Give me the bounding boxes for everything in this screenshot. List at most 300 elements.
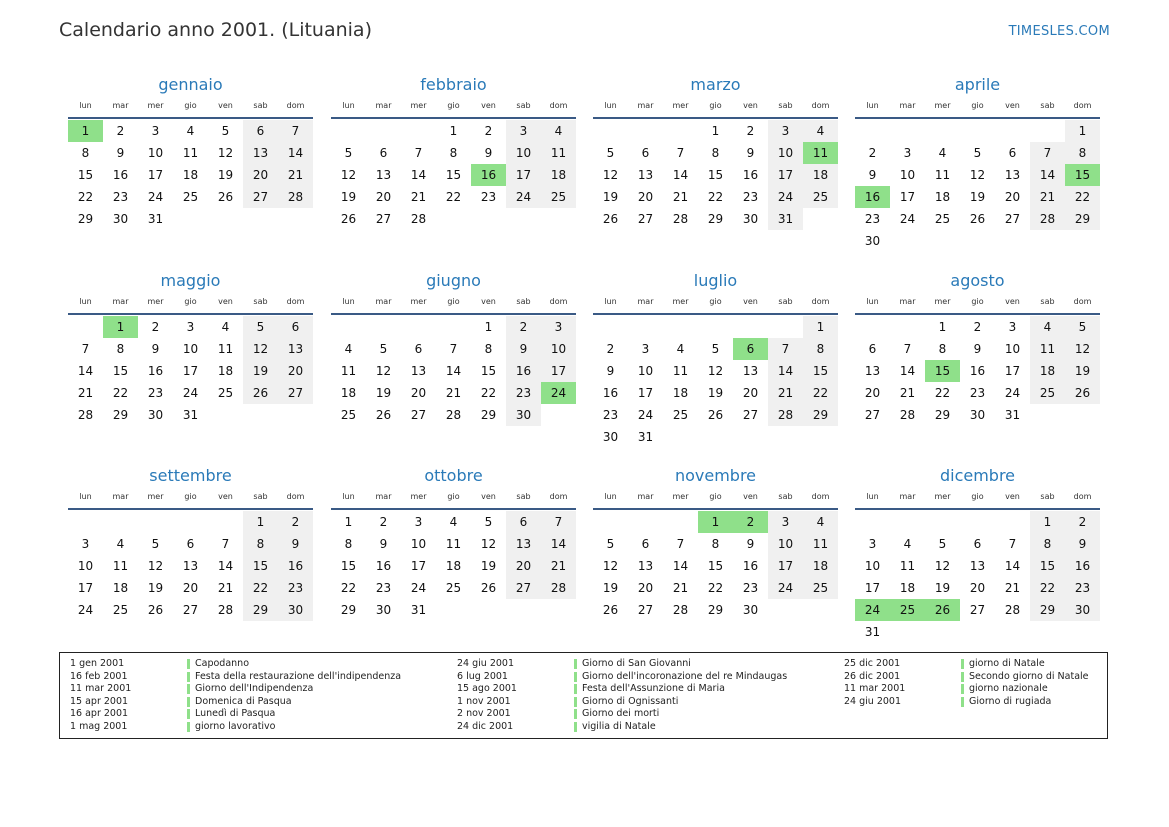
day-cell: 26 bbox=[147, 603, 164, 617]
day-cell: 10 bbox=[1004, 342, 1021, 356]
day-cell: 12 bbox=[147, 559, 164, 573]
weekday-header bbox=[593, 489, 838, 505]
day-cell: 15 bbox=[77, 168, 94, 182]
holiday-color-marker bbox=[187, 722, 190, 732]
weekday-label: mar bbox=[112, 101, 129, 110]
day-cell: 7 bbox=[676, 146, 685, 160]
day-cell: 26 bbox=[375, 408, 392, 422]
day-cell: 22 bbox=[934, 386, 951, 400]
day-cell: 6 bbox=[973, 537, 982, 551]
holiday-color-marker bbox=[961, 697, 964, 707]
day-cell: 31 bbox=[1004, 408, 1021, 422]
day-cell: 9 bbox=[278, 533, 313, 555]
day-cell: 12 bbox=[340, 168, 357, 182]
day-cell: 22 bbox=[243, 577, 278, 599]
day-cell: 22 bbox=[445, 190, 462, 204]
day-cell: 30 bbox=[742, 603, 759, 617]
day-cell: 13 bbox=[637, 168, 654, 182]
day-cell: 26 bbox=[243, 382, 278, 404]
holiday-name: Giorno dell'Indipendenza bbox=[195, 683, 314, 695]
holiday-day-cell: 16 bbox=[471, 164, 506, 186]
header-divider bbox=[855, 313, 1100, 315]
day-grid bbox=[593, 511, 838, 621]
day-cell: 24 bbox=[506, 186, 541, 208]
weekday-label: mer bbox=[672, 101, 689, 110]
day-cell: 9 bbox=[746, 146, 755, 160]
weekday-label: dom bbox=[286, 101, 305, 110]
empty-cell bbox=[995, 120, 1030, 142]
weekday-label: ven bbox=[218, 492, 233, 501]
weekday-label: dom bbox=[1073, 297, 1092, 306]
weekday-label: lun bbox=[342, 297, 355, 306]
holiday-day-cell: 11 bbox=[803, 142, 838, 164]
weekday-label: gio bbox=[709, 297, 722, 306]
weekday-label: mar bbox=[637, 297, 654, 306]
day-cell: 18 bbox=[541, 164, 576, 186]
day-cell: 16 bbox=[969, 364, 986, 378]
day-cell: 22 bbox=[803, 382, 838, 404]
day-cell: 16 bbox=[278, 555, 313, 577]
empty-cell bbox=[855, 120, 890, 142]
holiday-day-cell: 15 bbox=[1065, 164, 1100, 186]
day-cell: 31 bbox=[768, 208, 803, 230]
day-grid bbox=[68, 316, 313, 426]
month-name: febbraio bbox=[420, 75, 487, 94]
day-cell: 18 bbox=[340, 386, 357, 400]
day-cell: 8 bbox=[116, 342, 125, 356]
empty-cell bbox=[855, 316, 890, 338]
day-cell: 12 bbox=[1065, 338, 1100, 360]
weekday-header bbox=[855, 98, 1100, 114]
day-cell: 17 bbox=[768, 164, 803, 186]
empty-cell bbox=[925, 511, 960, 533]
day-cell: 31 bbox=[864, 625, 881, 639]
day-cell: 2 bbox=[606, 342, 615, 356]
weekday-label: ven bbox=[743, 492, 758, 501]
day-cell: 19 bbox=[969, 190, 986, 204]
weekday-label: mar bbox=[112, 492, 129, 501]
day-cell: 10 bbox=[899, 168, 916, 182]
day-cell: 7 bbox=[541, 511, 576, 533]
holiday-color-marker bbox=[574, 659, 577, 669]
day-cell: 22 bbox=[340, 581, 357, 595]
day-cell: 7 bbox=[676, 537, 685, 551]
day-cell: 28 bbox=[410, 212, 427, 226]
day-cell: 8 bbox=[243, 533, 278, 555]
day-cell: 23 bbox=[112, 190, 129, 204]
day-cell: 19 bbox=[340, 190, 357, 204]
holiday-date: 24 giu 2001 bbox=[457, 658, 514, 669]
weekday-label: lun bbox=[342, 101, 355, 110]
day-cell: 4 bbox=[803, 511, 838, 533]
month-gennaio bbox=[68, 74, 313, 230]
month-febbraio bbox=[331, 74, 576, 230]
day-cell: 10 bbox=[147, 146, 164, 160]
day-cell: 26 bbox=[1065, 382, 1100, 404]
weekday-label: sab bbox=[253, 101, 268, 110]
day-cell: 14 bbox=[768, 360, 803, 382]
day-cell: 17 bbox=[506, 164, 541, 186]
holiday-date: 1 nov 2001 bbox=[457, 695, 511, 707]
day-cell: 13 bbox=[637, 559, 654, 573]
day-cell: 6 bbox=[379, 146, 388, 160]
weekday-label: lun bbox=[79, 101, 92, 110]
holiday-day-cell: 6 bbox=[733, 338, 768, 360]
day-cell: 27 bbox=[243, 186, 278, 208]
header-divider bbox=[331, 117, 576, 119]
day-cell: 21 bbox=[77, 386, 94, 400]
month-name: gennaio bbox=[158, 75, 223, 94]
day-cell: 13 bbox=[506, 533, 541, 555]
day-cell: 15 bbox=[243, 555, 278, 577]
day-cell: 15 bbox=[445, 168, 462, 182]
day-grid bbox=[593, 120, 838, 230]
empty-cell bbox=[401, 120, 436, 142]
day-cell: 20 bbox=[375, 190, 392, 204]
day-cell: 3 bbox=[81, 537, 90, 551]
header-divider bbox=[68, 117, 313, 119]
day-cell: 28 bbox=[1004, 603, 1021, 617]
day-cell: 24 bbox=[1004, 386, 1021, 400]
day-cell: 23 bbox=[602, 408, 619, 422]
brand-link[interactable]: TIMESLES.COM bbox=[1008, 24, 1110, 39]
empty-cell bbox=[628, 511, 663, 533]
day-cell: 22 bbox=[112, 386, 129, 400]
day-cell: 10 bbox=[182, 342, 199, 356]
day-cell: 22 bbox=[707, 190, 724, 204]
empty-cell bbox=[960, 120, 995, 142]
weekday-label: ven bbox=[481, 492, 496, 501]
day-cell: 28 bbox=[445, 408, 462, 422]
weekday-label: ven bbox=[218, 297, 233, 306]
day-cell: 8 bbox=[484, 342, 493, 356]
day-cell: 26 bbox=[480, 581, 497, 595]
day-cell: 27 bbox=[637, 212, 654, 226]
day-cell: 2 bbox=[868, 146, 877, 160]
day-cell: 14 bbox=[672, 559, 689, 573]
day-cell: 10 bbox=[768, 533, 803, 555]
day-cell: 24 bbox=[899, 212, 916, 226]
holiday-color-marker bbox=[574, 722, 577, 732]
day-cell: 15 bbox=[480, 364, 497, 378]
day-cell: 17 bbox=[1004, 364, 1021, 378]
day-cell: 6 bbox=[641, 146, 650, 160]
month-name: agosto bbox=[950, 271, 1005, 290]
holiday-name: giorno lavorativo bbox=[195, 720, 276, 732]
holiday-name: Festa della restaurazione dell'indipendenza bbox=[195, 670, 402, 682]
weekday-header bbox=[593, 98, 838, 114]
day-cell: 13 bbox=[243, 142, 278, 164]
day-cell: 4 bbox=[344, 342, 353, 356]
day-cell: 23 bbox=[864, 212, 881, 226]
day-cell: 8 bbox=[344, 537, 353, 551]
weekday-header bbox=[68, 98, 313, 114]
weekday-label: ven bbox=[1005, 101, 1020, 110]
day-cell: 27 bbox=[742, 408, 759, 422]
day-cell: 19 bbox=[602, 581, 619, 595]
day-cell: 5 bbox=[379, 342, 388, 356]
day-cell: 13 bbox=[1004, 168, 1021, 182]
day-cell: 11 bbox=[340, 364, 357, 378]
day-cell: 14 bbox=[899, 364, 916, 378]
day-cell: 22 bbox=[480, 386, 497, 400]
day-cell: 5 bbox=[344, 146, 353, 160]
day-cell: 18 bbox=[217, 364, 234, 378]
day-cell: 23 bbox=[278, 577, 313, 599]
day-cell: 7 bbox=[1030, 142, 1065, 164]
day-cell: 24 bbox=[182, 386, 199, 400]
month-name: novembre bbox=[674, 466, 757, 485]
weekday-label: sab bbox=[1040, 297, 1055, 306]
day-cell: 3 bbox=[506, 120, 541, 142]
day-cell: 2 bbox=[278, 511, 313, 533]
header-divider bbox=[331, 508, 576, 510]
holiday-name: Giorno di San Giovanni bbox=[582, 658, 691, 669]
holiday-color-marker bbox=[187, 684, 190, 694]
day-cell: 1 bbox=[711, 124, 720, 138]
empty-cell bbox=[68, 511, 103, 533]
holiday-name: giorno di Natale bbox=[969, 658, 1045, 669]
day-cell: 10 bbox=[864, 559, 881, 573]
day-cell: 22 bbox=[1065, 186, 1100, 208]
weekday-label: mar bbox=[112, 297, 129, 306]
month-name: giugno bbox=[426, 271, 481, 290]
day-cell: 29 bbox=[112, 408, 129, 422]
day-cell: 26 bbox=[969, 212, 986, 226]
empty-cell bbox=[890, 316, 925, 338]
day-cell: 1 bbox=[1065, 120, 1100, 142]
weekday-label: dom bbox=[286, 492, 305, 501]
weekday-label: mar bbox=[375, 492, 392, 501]
day-grid bbox=[855, 120, 1100, 252]
day-cell: 18 bbox=[803, 164, 838, 186]
day-cell: 9 bbox=[484, 146, 493, 160]
day-cell: 29 bbox=[243, 599, 278, 621]
day-cell: 5 bbox=[711, 342, 720, 356]
day-cell: 17 bbox=[182, 364, 199, 378]
day-cell: 28 bbox=[672, 212, 689, 226]
day-cell: 17 bbox=[147, 168, 164, 182]
weekday-label: sab bbox=[516, 492, 531, 501]
day-cell: 12 bbox=[217, 146, 234, 160]
day-cell: 22 bbox=[707, 581, 724, 595]
day-cell: 18 bbox=[112, 581, 129, 595]
day-cell: 8 bbox=[711, 146, 720, 160]
month-giugno bbox=[331, 270, 576, 426]
day-cell: 2 bbox=[973, 320, 982, 334]
day-cell: 28 bbox=[541, 577, 576, 599]
day-cell: 8 bbox=[938, 342, 947, 356]
day-cell: 23 bbox=[742, 190, 759, 204]
day-cell: 21 bbox=[278, 164, 313, 186]
weekday-label: ven bbox=[1005, 492, 1020, 501]
day-cell: 30 bbox=[864, 234, 881, 248]
day-cell: 17 bbox=[637, 386, 654, 400]
header-divider bbox=[68, 508, 313, 510]
day-cell: 3 bbox=[151, 124, 160, 138]
holiday-date: 26 dic 2001 bbox=[844, 670, 901, 682]
day-cell: 11 bbox=[445, 537, 462, 551]
day-cell: 19 bbox=[243, 360, 278, 382]
day-cell: 12 bbox=[602, 168, 619, 182]
day-cell: 6 bbox=[868, 342, 877, 356]
day-cell: 21 bbox=[1004, 581, 1021, 595]
weekday-label: sab bbox=[778, 492, 793, 501]
holiday-name: giorno nazionale bbox=[969, 683, 1048, 695]
day-cell: 20 bbox=[243, 164, 278, 186]
weekday-label: gio bbox=[184, 101, 197, 110]
day-cell: 11 bbox=[672, 364, 689, 378]
day-cell: 21 bbox=[217, 581, 234, 595]
holiday-day-cell: 24 bbox=[541, 382, 576, 404]
holiday-color-marker bbox=[187, 672, 190, 682]
day-cell: 18 bbox=[182, 168, 199, 182]
day-cell: 20 bbox=[969, 581, 986, 595]
day-cell: 21 bbox=[541, 555, 576, 577]
day-cell: 22 bbox=[77, 190, 94, 204]
weekday-label: mar bbox=[899, 101, 916, 110]
holiday-date: 2 nov 2001 bbox=[457, 708, 511, 720]
day-cell: 21 bbox=[768, 382, 803, 404]
day-cell: 14 bbox=[672, 168, 689, 182]
day-grid bbox=[331, 120, 576, 230]
day-cell: 4 bbox=[938, 146, 947, 160]
day-cell: 24 bbox=[77, 603, 94, 617]
day-cell: 4 bbox=[803, 120, 838, 142]
day-grid bbox=[68, 120, 313, 230]
day-cell: 10 bbox=[541, 338, 576, 360]
day-cell: 5 bbox=[973, 146, 982, 160]
weekday-label: mar bbox=[899, 297, 916, 306]
day-cell: 4 bbox=[186, 124, 195, 138]
weekday-label: dom bbox=[286, 297, 305, 306]
day-cell: 10 bbox=[77, 559, 94, 573]
day-cell: 24 bbox=[637, 408, 654, 422]
day-cell: 2 bbox=[746, 124, 755, 138]
day-cell: 25 bbox=[217, 386, 234, 400]
day-cell: 23 bbox=[742, 581, 759, 595]
weekday-label: ven bbox=[218, 101, 233, 110]
day-cell: 2 bbox=[379, 515, 388, 529]
day-cell: 20 bbox=[278, 360, 313, 382]
header-divider bbox=[593, 117, 838, 119]
holiday-date: 15 ago 2001 bbox=[457, 683, 517, 695]
day-cell: 6 bbox=[278, 316, 313, 338]
day-cell: 12 bbox=[969, 168, 986, 182]
day-cell: 16 bbox=[506, 360, 541, 382]
day-cell: 13 bbox=[182, 559, 199, 573]
weekday-label: mer bbox=[934, 101, 951, 110]
day-cell: 14 bbox=[445, 364, 462, 378]
day-cell: 13 bbox=[742, 364, 759, 378]
holiday-day-cell: 15 bbox=[925, 360, 960, 382]
empty-cell bbox=[698, 316, 733, 338]
day-cell: 21 bbox=[445, 386, 462, 400]
weekday-label: sab bbox=[516, 101, 531, 110]
weekday-label: gio bbox=[709, 492, 722, 501]
day-cell: 4 bbox=[116, 537, 125, 551]
day-cell: 19 bbox=[147, 581, 164, 595]
day-cell: 18 bbox=[803, 555, 838, 577]
day-cell: 4 bbox=[1030, 316, 1065, 338]
day-cell: 6 bbox=[641, 537, 650, 551]
holiday-color-marker bbox=[187, 709, 190, 719]
day-cell: 23 bbox=[147, 386, 164, 400]
day-cell: 28 bbox=[217, 603, 234, 617]
weekday-label: dom bbox=[811, 101, 830, 110]
holiday-color-marker bbox=[574, 709, 577, 719]
day-cell: 5 bbox=[606, 146, 615, 160]
day-cell: 27 bbox=[410, 408, 427, 422]
day-grid bbox=[855, 316, 1100, 426]
weekday-label: sab bbox=[1040, 492, 1055, 501]
empty-cell bbox=[768, 316, 803, 338]
day-cell: 9 bbox=[606, 364, 615, 378]
day-cell: 11 bbox=[112, 559, 129, 573]
day-cell: 29 bbox=[1065, 208, 1100, 230]
day-cell: 7 bbox=[278, 120, 313, 142]
weekday-label: lun bbox=[79, 492, 92, 501]
weekday-label: sab bbox=[253, 297, 268, 306]
day-cell: 3 bbox=[541, 316, 576, 338]
day-cell: 31 bbox=[182, 408, 199, 422]
day-cell: 6 bbox=[506, 511, 541, 533]
day-cell: 15 bbox=[707, 559, 724, 573]
month-name: settembre bbox=[149, 466, 232, 485]
day-cell: 27 bbox=[375, 212, 392, 226]
day-cell: 2 bbox=[116, 124, 125, 138]
day-cell: 25 bbox=[541, 186, 576, 208]
day-cell: 15 bbox=[803, 360, 838, 382]
day-cell: 25 bbox=[445, 581, 462, 595]
holiday-day-cell: 1 bbox=[103, 316, 138, 338]
weekday-label: ven bbox=[743, 297, 758, 306]
day-cell: 5 bbox=[243, 316, 278, 338]
empty-cell bbox=[331, 120, 366, 142]
day-cell: 16 bbox=[742, 168, 759, 182]
empty-cell bbox=[593, 120, 628, 142]
holiday-color-marker bbox=[187, 697, 190, 707]
day-cell: 6 bbox=[186, 537, 195, 551]
day-cell: 24 bbox=[768, 186, 803, 208]
empty-cell bbox=[366, 120, 401, 142]
holiday-day-cell: 26 bbox=[925, 599, 960, 621]
weekday-label: mer bbox=[147, 492, 164, 501]
day-cell: 19 bbox=[707, 386, 724, 400]
day-cell: 3 bbox=[186, 320, 195, 334]
empty-cell bbox=[593, 511, 628, 533]
day-cell: 30 bbox=[112, 212, 129, 226]
day-cell: 1 bbox=[243, 511, 278, 533]
holiday-name: Giorno dei morti bbox=[582, 708, 660, 720]
day-cell: 20 bbox=[182, 581, 199, 595]
day-cell: 7 bbox=[1008, 537, 1017, 551]
weekday-label: gio bbox=[184, 297, 197, 306]
weekday-label: ven bbox=[1005, 297, 1020, 306]
day-cell: 1 bbox=[344, 515, 353, 529]
weekday-header bbox=[331, 294, 576, 310]
day-cell: 9 bbox=[868, 168, 877, 182]
month-agosto bbox=[855, 270, 1100, 426]
day-cell: 28 bbox=[899, 408, 916, 422]
day-grid bbox=[593, 316, 838, 448]
day-cell: 16 bbox=[147, 364, 164, 378]
day-cell: 27 bbox=[1004, 212, 1021, 226]
month-name: maggio bbox=[160, 271, 221, 290]
day-cell: 16 bbox=[602, 386, 619, 400]
day-cell: 27 bbox=[969, 603, 986, 617]
day-cell: 27 bbox=[278, 382, 313, 404]
